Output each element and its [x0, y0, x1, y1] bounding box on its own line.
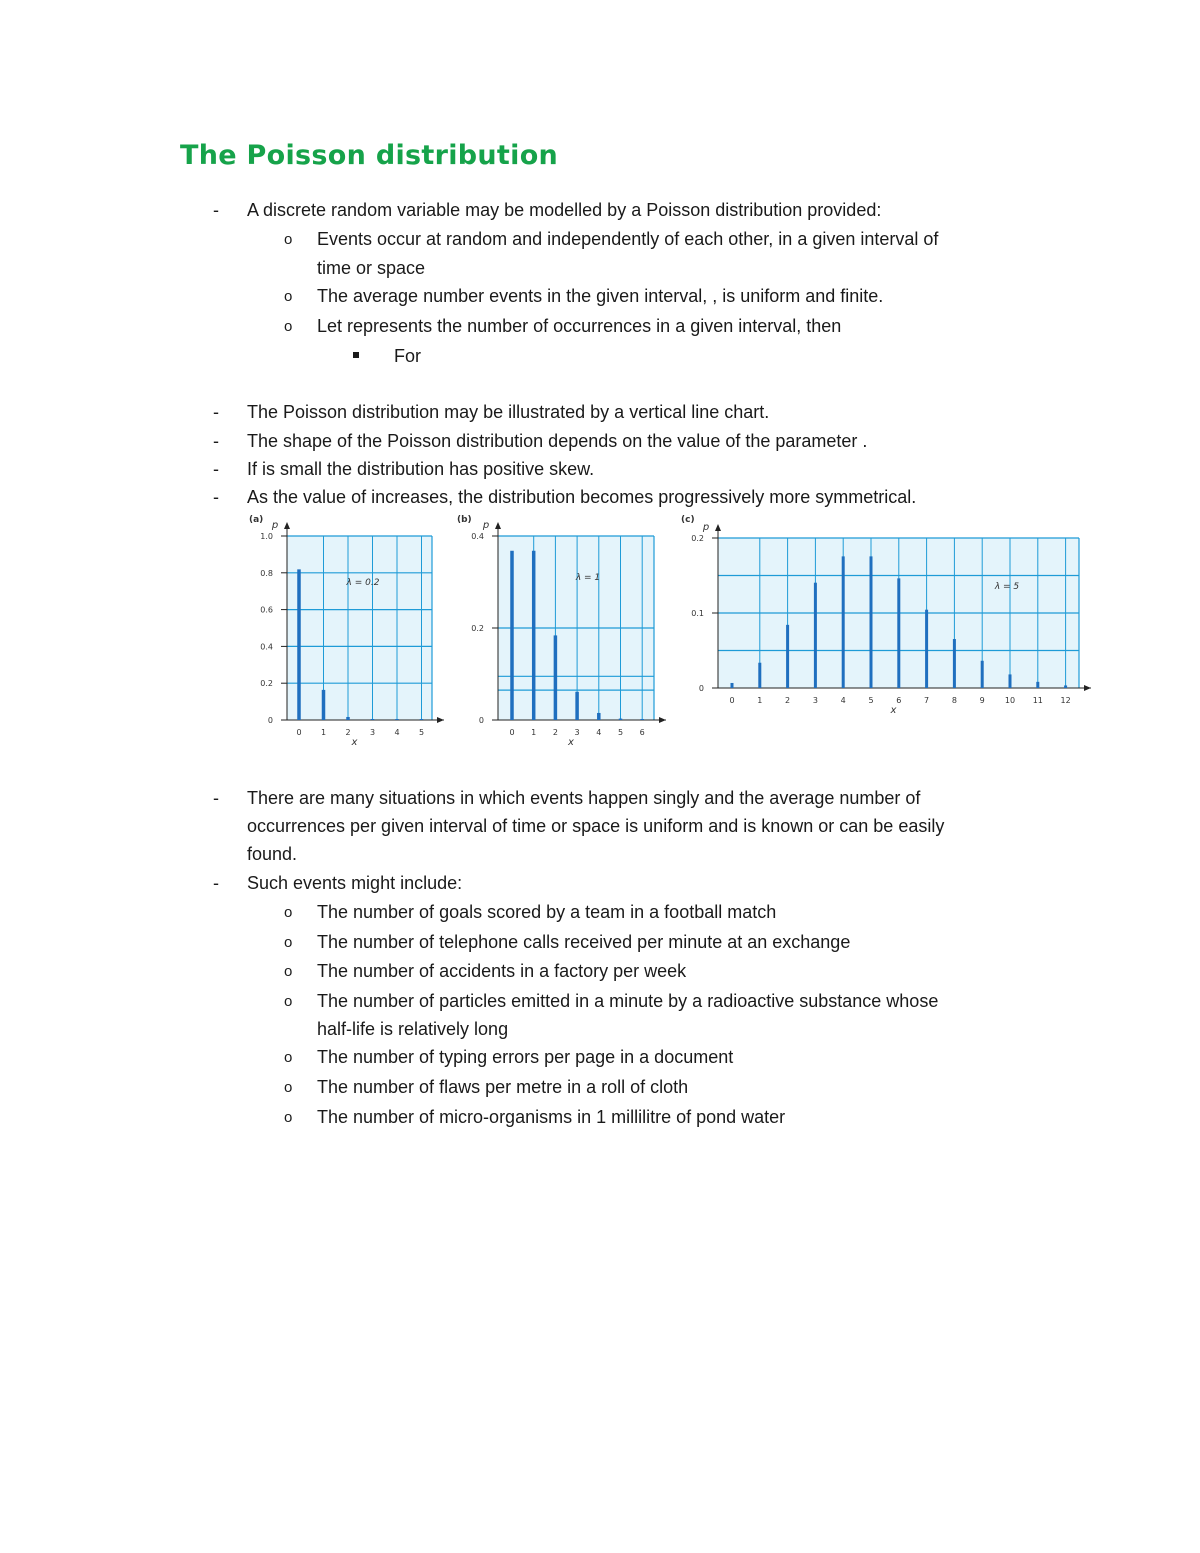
x-tick-label: 1 — [320, 728, 327, 737]
x-axis-label: x — [568, 737, 574, 748]
bar — [1064, 685, 1067, 688]
circle-bullet: o — [284, 1109, 293, 1126]
dash-bullet: - — [213, 487, 219, 507]
y-axis-arrow — [495, 522, 501, 529]
example-item: The number of goals scored by a team in a football match — [317, 902, 777, 922]
panel-label: (b) — [457, 515, 472, 525]
condition-item: The average number events in the given interval, , is uniform and finite. — [317, 286, 884, 306]
y-tick-label: 0.2 — [260, 679, 273, 689]
property-item: As the value of increases, the distribution becomes progressively more symmetrical. — [247, 487, 917, 507]
x-tick-label: 7 — [924, 696, 930, 705]
bar — [842, 556, 845, 688]
x-tick-label: 4 — [840, 696, 846, 705]
y-axis-label: p — [482, 520, 490, 531]
y-tick-label: 0.6 — [260, 605, 273, 615]
circle-bullet: o — [284, 1049, 293, 1066]
example-item: half-life is relatively long — [317, 1019, 509, 1039]
circle-bullet: o — [284, 904, 293, 921]
circle-bullet: o — [284, 963, 293, 980]
bar — [897, 578, 900, 688]
dash-bullet: - — [213, 402, 219, 422]
bar — [597, 713, 601, 720]
property-item: If is small the distribution has positive skew. — [247, 459, 595, 479]
bar — [953, 639, 956, 688]
bar — [731, 683, 734, 688]
y-tick-label: 0.2 — [471, 624, 484, 633]
y-tick-label: 0.1 — [691, 609, 704, 618]
situations-line: found. — [247, 844, 298, 864]
bar — [981, 661, 984, 688]
circle-bullet: o — [284, 288, 293, 305]
x-tick-label: 3 — [574, 728, 580, 737]
x-axis-label: x — [351, 737, 358, 748]
circle-bullet: o — [284, 231, 293, 248]
x-axis-label: x — [890, 705, 897, 716]
x-tick-label: 5 — [617, 728, 624, 737]
x-tick-label: 4 — [394, 728, 400, 737]
x-axis-arrow — [1084, 685, 1091, 691]
situations-line: There are many situations in which events happen singly and the average number of — [247, 788, 921, 808]
bar — [554, 635, 558, 720]
y-tick-label: 0 — [698, 684, 704, 693]
bar — [640, 719, 644, 720]
bar — [870, 556, 873, 688]
y-axis-arrow — [284, 522, 290, 529]
y-tick-label: 0.8 — [260, 568, 273, 578]
lambda-label: λ = 5 — [994, 582, 1020, 592]
example-item: The number of telephone calls received per minute at an exchange — [317, 932, 851, 952]
x-tick-label: 5 — [868, 696, 874, 705]
x-tick-label: 1 — [531, 728, 537, 737]
x-tick-label: 3 — [369, 728, 376, 737]
x-tick-label: 12 — [1060, 696, 1071, 705]
x-tick-label: 9 — [979, 696, 985, 705]
y-axis-arrow — [715, 524, 721, 531]
example-item: The number of flaws per metre in a roll of cloth — [317, 1077, 689, 1097]
dash-bullet: - — [213, 459, 219, 479]
y-tick-label: 0 — [267, 716, 273, 725]
bar — [925, 610, 928, 688]
sub-item: For — [394, 346, 421, 366]
y-tick-label: 0 — [478, 716, 484, 725]
property-item: The shape of the Poisson distribution depends on the value of the parameter . — [247, 431, 868, 451]
bar — [1036, 682, 1039, 688]
y-tick-label: 1.0 — [260, 532, 273, 541]
x-tick-label: 6 — [896, 696, 902, 705]
examples-intro: Such events might include: — [247, 873, 463, 893]
condition-item: Let represents the number of occurrences in a given interval, then — [317, 316, 842, 336]
x-tick-label: 2 — [552, 728, 558, 737]
bar — [297, 569, 301, 720]
dash-bullet: - — [213, 788, 219, 808]
y-tick-label: 0.2 — [691, 534, 704, 543]
x-tick-label: 4 — [596, 728, 602, 737]
bar — [420, 719, 424, 720]
example-item: The number of accidents in a factory per week — [317, 961, 687, 981]
dash-bullet: - — [213, 200, 219, 220]
page-title: The Poisson distribution — [180, 140, 559, 171]
y-tick-label: 0.4 — [471, 532, 484, 541]
square-bullet — [353, 352, 359, 358]
bar — [575, 692, 579, 720]
x-tick-label: 0 — [509, 728, 515, 737]
chart-panel — [287, 536, 432, 720]
y-tick-label: 0.4 — [260, 642, 273, 652]
bar — [786, 625, 789, 688]
lambda-label: λ = 0.2 — [346, 578, 380, 588]
chart-lambda-5 — [677, 510, 1097, 725]
x-axis-arrow — [437, 717, 444, 723]
chart-lambda-0-2 — [245, 510, 455, 750]
bar — [322, 690, 326, 720]
dash-bullet: - — [213, 873, 219, 893]
example-item: The number of particles emitted in a minute by a radioactive substance whose — [317, 991, 939, 1011]
example-item: The number of typing errors per page in a document — [317, 1047, 734, 1067]
y-axis-label: p — [271, 520, 279, 531]
y-axis-label: p — [702, 522, 710, 533]
condition-item: Events occur at random and independently of each other, in a given interval of — [317, 229, 939, 249]
bar — [371, 719, 375, 720]
lambda-label: λ = 1 — [575, 573, 601, 583]
bar — [1009, 674, 1012, 688]
condition-item: time or space — [317, 258, 426, 278]
bar — [346, 717, 350, 720]
example-item: The number of micro-organisms in 1 millilitre of pond water — [317, 1107, 786, 1127]
x-axis-arrow — [659, 717, 666, 723]
x-tick-label: 2 — [345, 728, 351, 737]
bar — [758, 663, 761, 688]
panel-label: (c) — [681, 515, 695, 525]
panel-label: (a) — [249, 515, 264, 525]
circle-bullet: o — [284, 993, 293, 1010]
x-tick-label: 0 — [729, 696, 735, 705]
x-tick-label: 1 — [757, 696, 763, 705]
circle-bullet: o — [284, 934, 293, 951]
x-tick-label: 0 — [296, 728, 302, 737]
chart-lambda-1 — [453, 510, 668, 750]
situations-line: occurrences per given interval of time or space is uniform and is known or can be easily — [247, 816, 945, 836]
circle-bullet: o — [284, 318, 293, 335]
bar — [814, 583, 817, 688]
x-tick-label: 5 — [418, 728, 425, 737]
intro-line: A discrete random variable may be modelled by a Poisson distribution provided: — [247, 200, 882, 220]
property-item: The Poisson distribution may be illustrated by a vertical line chart. — [247, 402, 770, 422]
bar — [510, 551, 514, 720]
x-tick-label: 2 — [785, 696, 791, 705]
x-tick-label: 6 — [639, 728, 645, 737]
x-tick-label: 11 — [1032, 696, 1043, 705]
x-tick-label: 3 — [812, 696, 818, 705]
x-tick-label: 10 — [1004, 696, 1016, 705]
bar — [619, 719, 623, 720]
bar — [532, 551, 536, 720]
circle-bullet: o — [284, 1079, 293, 1096]
x-tick-label: 8 — [951, 696, 957, 705]
dash-bullet: - — [213, 431, 219, 451]
bar — [395, 719, 399, 720]
